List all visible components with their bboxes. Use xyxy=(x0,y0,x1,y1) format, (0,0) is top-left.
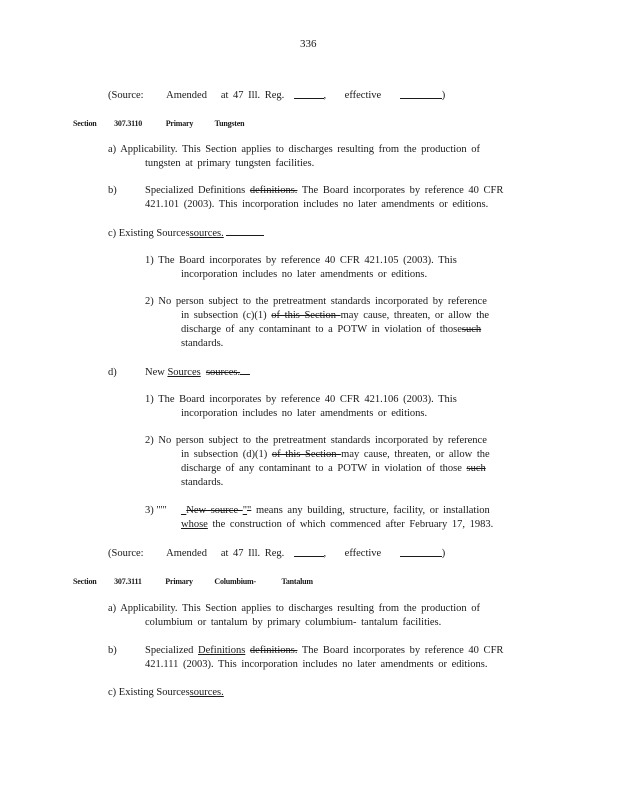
subsection-a-line2: tungsten at primary tungsten facilities. xyxy=(145,158,315,169)
reg-blank xyxy=(294,546,324,557)
effective-blank xyxy=(400,88,442,99)
d3-marker: 3) "'" xyxy=(145,505,167,516)
page-number: 336 xyxy=(300,38,317,50)
reg-blank xyxy=(294,88,324,99)
section-heading-3110: Section 307.3110 Primary Tungsten xyxy=(73,119,245,128)
subsection-b-line1: Specialized Definitions definitions. The Board incorporates by reference 40 CFR xyxy=(145,185,504,196)
d1-line1: 1) The Board incorporates by reference 40 CFR 421.106 (2003). This xyxy=(145,394,457,405)
source-note-2: (Source: Amended at 47 Ill. Reg. , effective ) xyxy=(108,548,446,559)
c2-line1: 2) No person subject to the pretreatment standards incorporated by reference xyxy=(145,296,487,307)
c2-line2: in subsection (c)(1) of this Section may cause, threaten, or allow the xyxy=(181,310,490,321)
d3-line1: _New source "" means any building, structure, facility, or installation xyxy=(181,505,490,516)
subsection-b-line2: 421.101 (2003). This incorporation includes no later amendments or editions. xyxy=(145,199,489,210)
d2-line4: standards. xyxy=(181,477,224,488)
subsection-a-line1: a) Applicability. This Section applies to discharges resulting from the production of xyxy=(108,144,481,155)
c2-line3: discharge of any contaminant to a POTW in violation of thosesuch xyxy=(181,324,482,335)
d1-line2: incorporation includes no later amendments or editions. xyxy=(181,408,428,419)
subsection-b-marker: b) xyxy=(108,185,117,196)
c1-line1: 1) The Board incorporates by reference 40 CFR 421.105 (2003). This xyxy=(145,255,457,266)
c1-line2: incorporation includes no later amendments or editions. xyxy=(181,269,428,280)
subsection-c-heading: c) Existing Sourcessources. xyxy=(108,227,264,240)
d3-line2: whose the construction of which commenced after February 17, 1983. xyxy=(181,519,494,530)
s3111-b-marker: b) xyxy=(108,645,117,656)
section-heading-3111: Section 307.3111 Primary Columbium- Tantalum xyxy=(73,577,313,586)
d2-line3: discharge of any contaminant to a POTW in violation of those such xyxy=(181,463,486,474)
subsection-d-heading: New Sources sources. xyxy=(145,366,250,379)
effective-blank xyxy=(400,546,442,557)
s3111-b-line2: 421.111 (2003). This incorporation includes no later amendments or editions. xyxy=(145,659,488,670)
d2-line2: in subsection (d)(1) of this Section may cause, threaten, or allow the xyxy=(181,449,490,460)
s3111-a-line1: a) Applicability. This Section applies to discharges resulting from the production of xyxy=(108,603,481,614)
subsection-d-marker: d) xyxy=(108,367,117,378)
source-note-1: (Source: Amended at 47 Ill. Reg. , effective ) xyxy=(108,90,446,101)
c2-line4: standards. xyxy=(181,338,224,349)
s3111-a-line2: columbium or tantalum by primary columbium- tantalum facilities. xyxy=(145,617,442,628)
s3111-b-line1: Specialized Definitions definitions. The Board incorporates by reference 40 CFR xyxy=(145,645,504,656)
d2-line1: 2) No person subject to the pretreatment standards incorporated by reference xyxy=(145,435,487,446)
s3111-c-heading: c) Existing Sourcessources. xyxy=(108,687,224,698)
